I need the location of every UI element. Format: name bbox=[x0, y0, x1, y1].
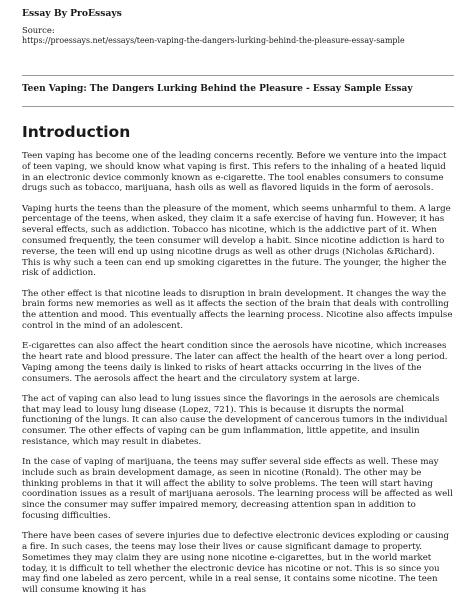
divider-top bbox=[22, 75, 454, 76]
paragraph: In the case of vaping of marijuana, the teens may suffer several side effects as well. These may include such as brain development damage, as seen in nicotine (Ronald). The other may be thinking problems in that it will affect the ability to solve problems. The teen will start having coordination issues as a result of marijuana aerosols. The learning process will be affected as well since the consumer may suffer impaired memory, decreasing attention span in addition to focusing difficulties. bbox=[22, 457, 453, 522]
divider-bottom bbox=[22, 106, 454, 107]
source-label: Source: bbox=[22, 25, 55, 35]
brand-name: Essay By ProEssays bbox=[22, 8, 122, 19]
source-link[interactable]: https://proessays.net/essays/teen-vaping-the-dangers-lurking-behind-the-pleasure-essay-sample bbox=[22, 36, 405, 45]
paragraph: Vaping hurts the teens than the pleasure of the moment, which seems unharmful to them. A large percentage of the teens, when asked, they claim it a safe exercise of having fun. However, it has several effects, such as addiction. Tobacco has nicotine, which is the addictive part of it. When consumed frequently, the teen consumer will develop a habit. Since nicotine addiction is hard to reverse, the teen will end up using nicotine drugs as well as other drugs (Nicholas &Richard). This is why such a teen can end up smoking cigarettes in the future. The younger, the higher the risk of addiction. bbox=[22, 203, 451, 279]
essay-title: Teen Vaping: The Dangers Lurking Behind the Pleasure - Essay Sample Essay bbox=[22, 84, 413, 94]
paragraph: E-cigarettes can also affect the heart condition since the aerosols have nicotine, which increases the heart rate and blood pressure. The later can affect the health of the heart over a long period. Vaping among the teens daily is linked to risks of heart attacks occurring in the lives of the consumers. The aerosols affect the heart and the circulatory system at large. bbox=[22, 341, 448, 384]
source-header bbox=[22, 8, 462, 45]
paragraph: The other effect is that nicotine leads to disruption in brain development. It changes the way the brain forms new memories as well as it affects the section of the brain that deals with controlling the attention and mood. This eventually affects the learning process. Nicotine also affects impulse control in the mind of an adolescent. bbox=[22, 288, 453, 331]
section-heading: Introduction bbox=[22, 123, 131, 141]
essay-body bbox=[22, 151, 454, 605]
paragraph: There have been cases of severe injuries due to defective electronic devices exploding or causing a fire. In such cases, the teens may lose their lives or cause significant damage to property. Sometimes they may claim they are using none nicotine e-cigarettes, but in the world market today, it is difficult to tell whether the electronic device has nicotine or not. This is so since you may find one labeled as zero percent, while in a real sense, it contains some nicotine. The teen will consume knowing it has bbox=[22, 531, 450, 596]
paragraph: Teen vaping has become one of the leading concerns recently. Before we venture into the impact of teen vaping, we should know what vaping is first. This refers to the inhaling of a heated liquid in an electronic device commonly known as e-cigarette. The tool enables consumers to consume drugs such as tobacco, marijuana, hash oils as well as flavored liquids in the form of aerosols. bbox=[22, 151, 447, 194]
paragraph: The act of vaping can also lead to lung issues since the flavorings in the aerosols are chemicals that may lead to lousy lung disease (Lopez, 721). This is because it disrupts the normal functioning of the lungs. It can also cause the development of cancerous tumors in the individual consumer. The other effects of vaping can be gum inflammation, little appetite, and insulin resistance, which may result in diabetes. bbox=[22, 393, 448, 447]
